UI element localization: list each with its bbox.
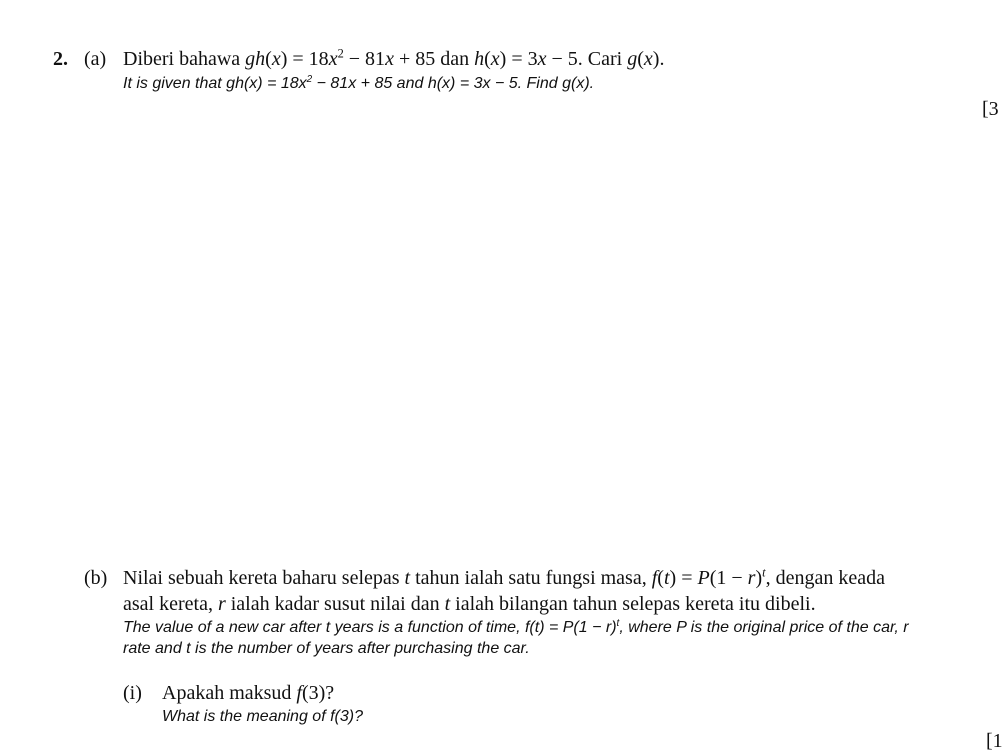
part-b-malay-line1: Nilai sebuah kereta baharu selepas t tahun ialah satu fungsi masa, $f(t) = P(1 - r)^t$, dengan keada <box>123 565 885 589</box>
sub-i-marks: [1 <box>986 730 1003 752</box>
sub-i-label: (i) <box>123 682 142 704</box>
sub-i-malay-text: Apakah maksud f(3)? <box>162 682 335 704</box>
part-a-marks: [3 <box>982 98 999 120</box>
part-b-english-line1: The value of a new car after t years is a function of time, $f(t) = P(1 - r)^t$, where P is the original price of the car, r <box>123 618 909 636</box>
question-number: 2. <box>53 48 68 70</box>
sub-i-english-text: What is the meaning of f(3)? <box>162 708 363 725</box>
part-a-label: (a) <box>84 48 107 70</box>
part-b-malay-line2: asal kereta, r ialah kadar susut nilai dan t ialah bilangan tahun selepas kereta itu dibeli. <box>123 593 816 615</box>
part-a-english-text: It is given that $gh(x) = 18x^2 - 81x + 85$ and h(x) = 3x − 5. Find g(x). <box>123 74 595 92</box>
part-a-malay-text: Diberi bahawa $gh(x) = 18x^2 - 81x + 85$ dan h(x) = 3x − 5. Cari g(x). <box>123 46 665 70</box>
part-b-english-line2: rate and t is the number of years after purchasing the car. <box>123 640 530 657</box>
part-b-label: (b) <box>84 567 108 589</box>
